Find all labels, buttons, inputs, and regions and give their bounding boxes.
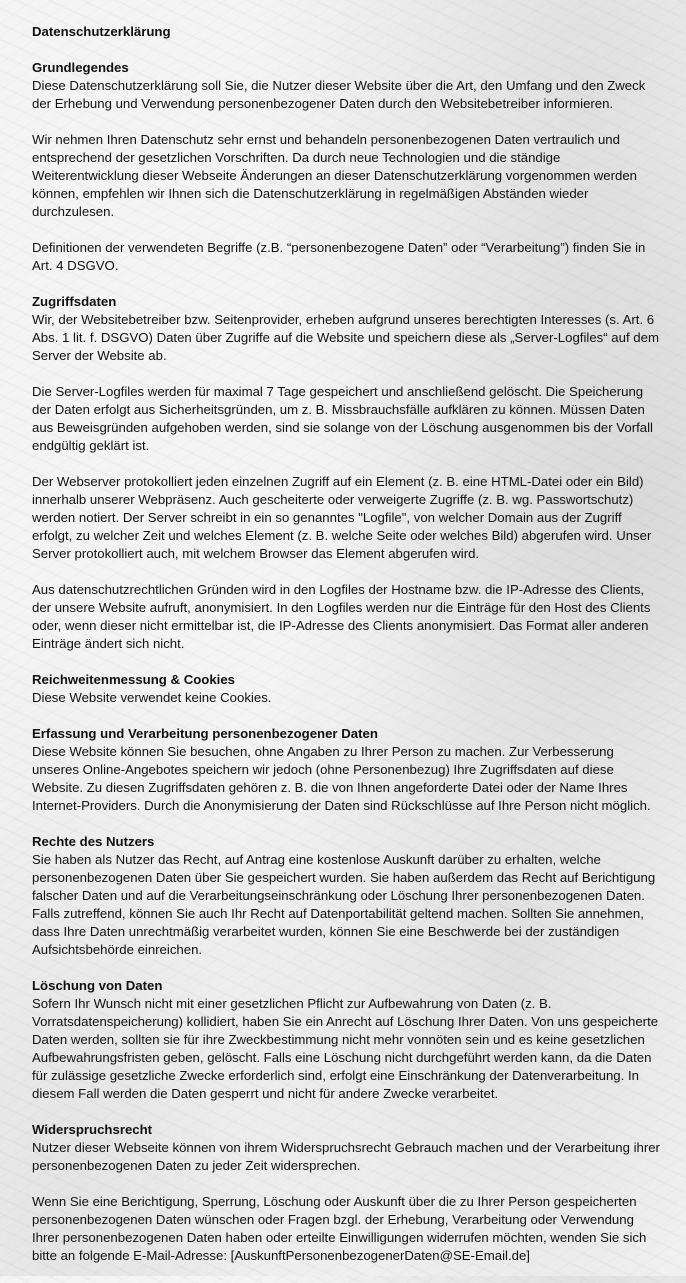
paragraph: Wir nehmen Ihren Datenschutz sehr ernst und behandeln personenbezogenen Daten vertraulich und entsprechend der gesetzlichen Vorschriften. Da durch neue Technologien und die ständige Weiterentwicklung dieser Webseite Änderungen an dieser Datenschutzerklärung vorgenommen werden können, empfehlen wir Ihnen sich die Datenschutzerklärung in regelmäßigen Abständen wieder durchzulesen. [32,132,638,219]
section-grundlegendes [32,59,662,275]
section-heading: Rechte des Nutzers [32,834,155,849]
page-title: Datenschutzerklärung [32,24,171,39]
section-heading: Grundlegendes [32,60,129,75]
paragraph: Diese Website verwendet keine Cookies. [32,690,272,705]
section-rechte-des-nutzers [32,833,662,959]
paragraph: Nutzer dieser Webseite können von ihrem Widerspruchsrecht Gebrauch machen und der Verarbeitung ihrer personenbezogenen Daten zu jeder Zeit widersprechen. [32,1140,660,1173]
paragraph: Diese Datenschutzerklärung soll Sie, die Nutzer dieser Website über die Art, den Umfang und den Zweck der Erhebung und Verwendung personenbezogener Daten durch den Websitebetreiber informieren. [32,78,646,111]
section-reichweitenmessung-cookies [32,671,662,707]
paragraph: Wenn Sie eine Berichtigung, Sperrung, Löschung oder Auskunft über die zu Ihrer Person gespeicherten personenbezogenen Daten wünschen oder Fragen bzgl. der Erhebung, Verarbeitung oder Verwendung Ihrer personenbezogenen Daten haben oder erteilte Einwilligungen widerrufen möchten, wenden Sie sich bitte an folgende E-Mail-Adresse: [AuskunftPersonenbezogenerDaten@SE-Email.de] [32,1194,647,1263]
section-widerspruchsrecht [32,1121,662,1265]
section-heading: Widerspruchsrecht [32,1122,153,1137]
paragraph: Wir, der Websitebetreiber bzw. Seitenprovider, erheben aufgrund unseres berechtigten Interesses (s. Art. 6 Abs. 1 lit. f. DSGVO) Daten über Zugriffe auf die Website und speichern diese als „Server-Logfiles“ auf dem Server der Website ab. [32,312,659,363]
section-heading: Erfassung und Verarbeitung personenbezogener Daten [32,726,378,741]
paragraph: Aus datenschutzrechtlichen Gründen wird in den Logfiles der Hostname bzw. die IP-Adresse des Clients, der unsere Website aufruft, anonymisiert. In den Logfiles werden nur die Einträge für den Host des Clients oder, wenn dieser nicht ermittelbar ist, die IP-Adresse des Clients anonymisiert. Das Format aller anderen Einträge ändert sich nicht. [32,582,651,651]
paragraph: Definitionen der verwendeten Begriffe (z.B. “personenbezogene Daten” oder “Verarbeitung”) finden Sie in Art. 4 DSGVO. [32,240,646,273]
section-heading: Reichweitenmessung & Cookies [32,672,235,687]
section-erfassung-verarbeitung [32,725,662,815]
paragraph: Der Webserver protokolliert jeden einzelnen Zugriff auf ein Element (z. B. eine HTML-Datei oder ein Bild) innerhalb unserer Webpräsenz. Auch gescheiterte oder verweigerte Zugriffe (z. B. wg. Passwortschutz) werden notiert. Der Server schreibt in ein so genanntes "Logfile", von welcher Domain aus der Zugriff erfolgt, zu welcher Zeit und welches Element (z. B. welche Seite oder welches Bild) abgerufen wird. Unser Server protokolliert auch, mit welchem Browser das Element abgerufen wird. [32,474,652,561]
section-heading: Zugriffsdaten [32,294,117,309]
paragraph: Sie haben als Nutzer das Recht, auf Antrag eine kostenlose Auskunft darüber zu erhalten, welche personenbezogenen Daten über Sie gespeichert wurden. Sie haben außerdem das Recht auf Berichtigung falscher Daten und auf die Verarbeitungseinschränkung oder Löschung Ihrer personenbezogenen Daten. Falls zutreffend, können Sie auch Ihr Recht auf Datenportabilität geltend machen. Sollten Sie annehmen, dass Ihre Daten unrechtmäßig verarbeitet wurden, können Sie eine Beschwerde bei der zuständigen Aufsichtsbehörde einreichen. [32,852,656,957]
section-zugriffsdaten [32,293,662,653]
section-heading: Löschung von Daten [32,978,163,993]
paragraph: Diese Website können Sie besuchen, ohne Angaben zu Ihrer Person zu machen. Zur Verbesserung unseres Online-Angebotes speichern wir jedoch (ohne Personenbezug) Ihre Zugriffsdaten auf diese Website. Zu diesen Zugriffsdaten gehören z. B. die von Ihnen angeforderte Datei oder der Name Ihres Internet-Providers. Durch die Anonymisierung der Daten sind Rückschlüsse auf Ihre Person nicht möglich. [32,744,651,813]
paragraph: Sofern Ihr Wunsch nicht mit einer gesetzlichen Pflicht zur Aufbewahrung von Daten (z. B. Vorratsdatenspeicherung) kollidiert, haben Sie ein Anrecht auf Löschung Ihrer Daten. Von uns gespeicherte Daten werden, sollten sie für ihre Zweckbestimmung nicht mehr vonnöten sein und es keine gesetzlichen Aufbewahrungsfristen geben, gelöscht. Falls eine Löschung nicht durchgeführt werden kann, da die Daten für zulässige gesetzliche Zwecke erforderlich sind, erfolgt eine Einschränkung der Datenverarbeitung. In diesem Fall werden die Daten gesperrt und nicht für andere Zwecke verarbeitet. [32,996,659,1101]
privacy-policy-document [32,23,662,1283]
paragraph: Die Server-Logfiles werden für maximal 7 Tage gespeichert und anschließend gelöscht. Die Speicherung der Daten erfolgt aus Sicherheitsgründen, um z. B. Missbrauchsfälle aufklären zu können. Müssen Daten aus Beweisgründen aufgehoben werden, sind sie solange von der Löschung ausgenommen bis der Vorfall endgültig geklärt ist. [32,384,653,453]
section-loeschung-von-daten [32,977,662,1103]
